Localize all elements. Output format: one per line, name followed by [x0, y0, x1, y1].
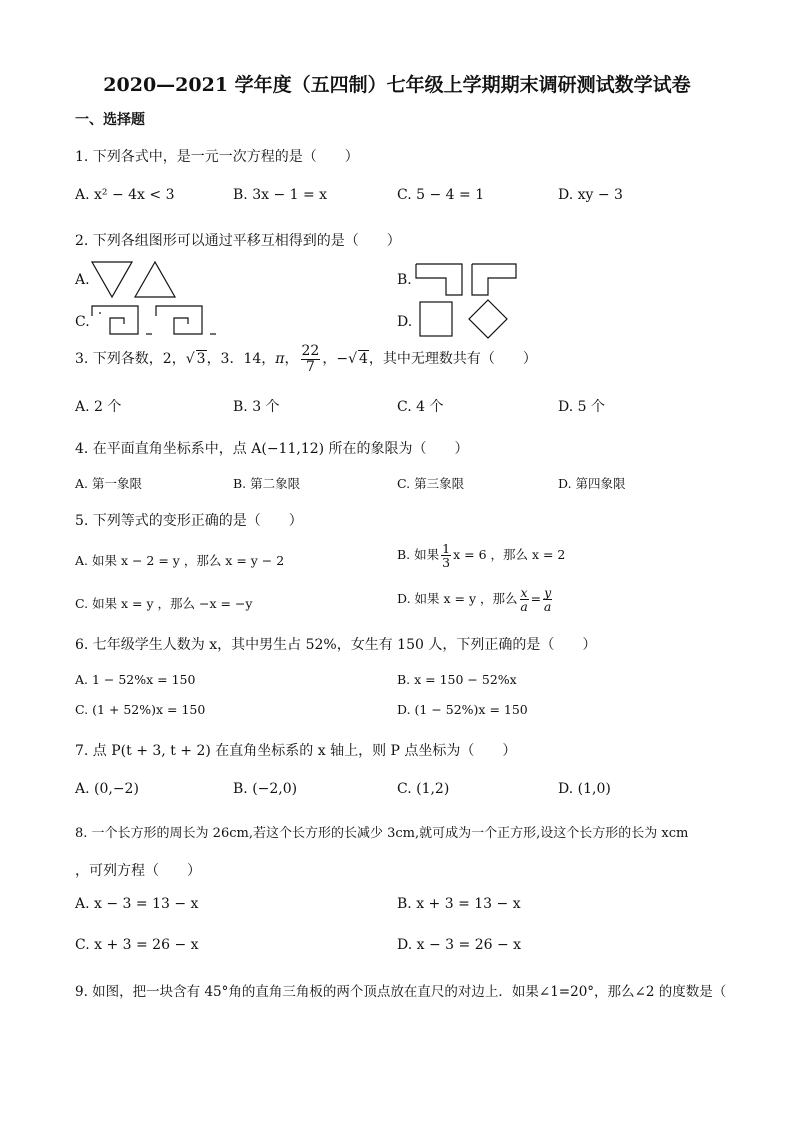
fraction-numerator: x	[520, 585, 528, 600]
question-8-stem-line-2: ，可列方程（ ）	[75, 863, 201, 879]
question-6-option-c[interactable]: C. (1 + 52%)x = 150	[75, 702, 206, 717]
question-3-stem: 3. 下列各数，2，√ 3，3．14，π， $\frac{22}{7}$ ，−√ 4，其中无理数共有（ ）	[75, 343, 537, 375]
q5-b-text: B. 如果	[397, 547, 440, 563]
question-4-option-b[interactable]: B. 第二象限	[233, 476, 301, 491]
question-4-option-c[interactable]: C. 第三象限	[397, 476, 465, 491]
fraction-numerator: y	[544, 585, 552, 600]
fraction-denominator: 7	[305, 358, 315, 375]
question-3-option-d[interactable]: D. 5 个	[558, 399, 605, 415]
triangles-figure	[90, 260, 190, 300]
question-5-option-d[interactable]	[397, 586, 554, 613]
sqrt-4: 4	[358, 351, 368, 368]
section-heading: 一、选择题	[75, 112, 145, 128]
fraction-x-over-a	[520, 586, 529, 613]
fraction-numerator: 1	[442, 541, 451, 556]
q5-b-text: x = 6 ，那么 x = 2	[453, 547, 566, 563]
question-2-stem: 2. 下列各组图形可以通过平移互相得到的是（ ）	[75, 233, 401, 249]
hook-shapes-figure	[90, 304, 220, 338]
question-4-option-a[interactable]: A. 第一象限	[75, 476, 142, 491]
question-6-stem: 6. 七年级学生人数为 x，其中男生占 52%，女生有 150 人，下列正确的是（ ）	[75, 637, 597, 653]
question-7-stem: 7. 点 P(t + 3, t + 2) 在直角坐标系的 x 轴上，则 P 点坐标为（ ）	[75, 743, 517, 759]
fraction-denominator: a	[520, 599, 528, 615]
question-4-option-d[interactable]: D. 第四象限	[558, 476, 626, 491]
fraction-one-third	[441, 542, 451, 569]
question-7-option-a[interactable]: A. (0,−2)	[75, 781, 139, 797]
q5-d-text: D. 如果 x = y ，那么	[397, 591, 518, 607]
question-3-option-b[interactable]: B. 3 个	[233, 399, 280, 415]
sqrt-3: 3	[196, 351, 206, 368]
fraction-y-over-a	[543, 586, 552, 613]
question-4-stem: 4. 在平面直角坐标系中，点 A(−11,12) 所在的象限为（ ）	[75, 441, 469, 457]
question-1-option-c[interactable]: C. 5 − 4 = 1	[397, 187, 485, 203]
question-7-option-c[interactable]: C. (1,2)	[397, 781, 450, 797]
question-2-option-a[interactable]: A.	[75, 272, 90, 288]
question-7-option-b[interactable]: B. (−2,0)	[233, 781, 298, 797]
question-3-option-c[interactable]: C. 4 个	[397, 399, 444, 415]
q3-stem-part: 3. 下列各数，2，	[75, 351, 186, 368]
question-8-option-d[interactable]: D. x − 3 = 26 − x	[397, 937, 522, 953]
question-1-option-d[interactable]: D. xy − 3	[558, 187, 623, 203]
question-9-stem: 9. 如图，把一块含有 45°角的直角三角板的两个顶点放在直尺的对边上．如果∠1=20°，那么∠2 的度数是（	[75, 984, 727, 1000]
question-5-option-b[interactable]	[397, 542, 565, 569]
question-8-option-b[interactable]: B. x + 3 = 13 − x	[397, 896, 521, 912]
pi-symbol: π	[275, 351, 285, 368]
question-2-option-b[interactable]: B.	[397, 272, 412, 288]
q5-d-equals: =	[530, 591, 542, 607]
fraction-denominator: 3	[442, 555, 451, 571]
fraction-denominator: a	[543, 599, 552, 615]
question-6-option-d[interactable]: D. (1 − 52%)x = 150	[397, 702, 528, 717]
l-shapes-figure	[414, 262, 524, 298]
fraction-22-7	[301, 344, 321, 374]
question-7-option-d[interactable]: D. (1,0)	[558, 781, 611, 797]
page-title: 2020—2021 学年度（五四制）七年级上学期期末调研测试数学试卷	[103, 74, 691, 96]
question-3-option-a[interactable]: A. 2 个	[75, 399, 122, 415]
q3-stem-part: ，	[284, 351, 299, 368]
question-2-option-d[interactable]: D.	[397, 314, 413, 330]
question-6-option-b[interactable]: B. x = 150 − 52%x	[397, 672, 517, 687]
fraction-numerator: 22	[301, 343, 320, 359]
question-6-option-a[interactable]: A. 1 − 52%x = 150	[75, 672, 196, 687]
question-8-stem-line-1: 8. 一个长方形的周长为 26cm,若这个长方形的长减少 3cm,就可成为一个正方形,设这个长方形的长为 xcm	[75, 826, 689, 841]
q3-stem-part: ，其中无理数共有（ ）	[368, 351, 537, 368]
question-5-option-a[interactable]: A. 如果 x − 2 = y ，那么 x = y − 2	[75, 553, 285, 568]
q3-stem-part: ，−	[322, 351, 349, 368]
question-5-stem: 5. 下列等式的变形正确的是（ ）	[75, 513, 303, 529]
squares-figure	[418, 298, 518, 342]
question-8-option-a[interactable]: A. x − 3 = 13 − x	[75, 896, 199, 912]
q3-stem-part: ，3．14，	[206, 351, 276, 368]
question-5-option-c[interactable]: C. 如果 x = y ，那么 −x = −y	[75, 596, 253, 611]
question-2-option-c[interactable]: C.	[75, 314, 90, 330]
question-1-option-a[interactable]: A. x² − 4x < 3	[75, 187, 175, 203]
question-1-stem: 1. 下列各式中，是一元一次方程的是（ ）	[75, 149, 359, 165]
question-1-option-b[interactable]: B. 3x − 1 = x	[233, 187, 328, 203]
question-8-option-c[interactable]: C. x + 3 = 26 − x	[75, 937, 199, 953]
